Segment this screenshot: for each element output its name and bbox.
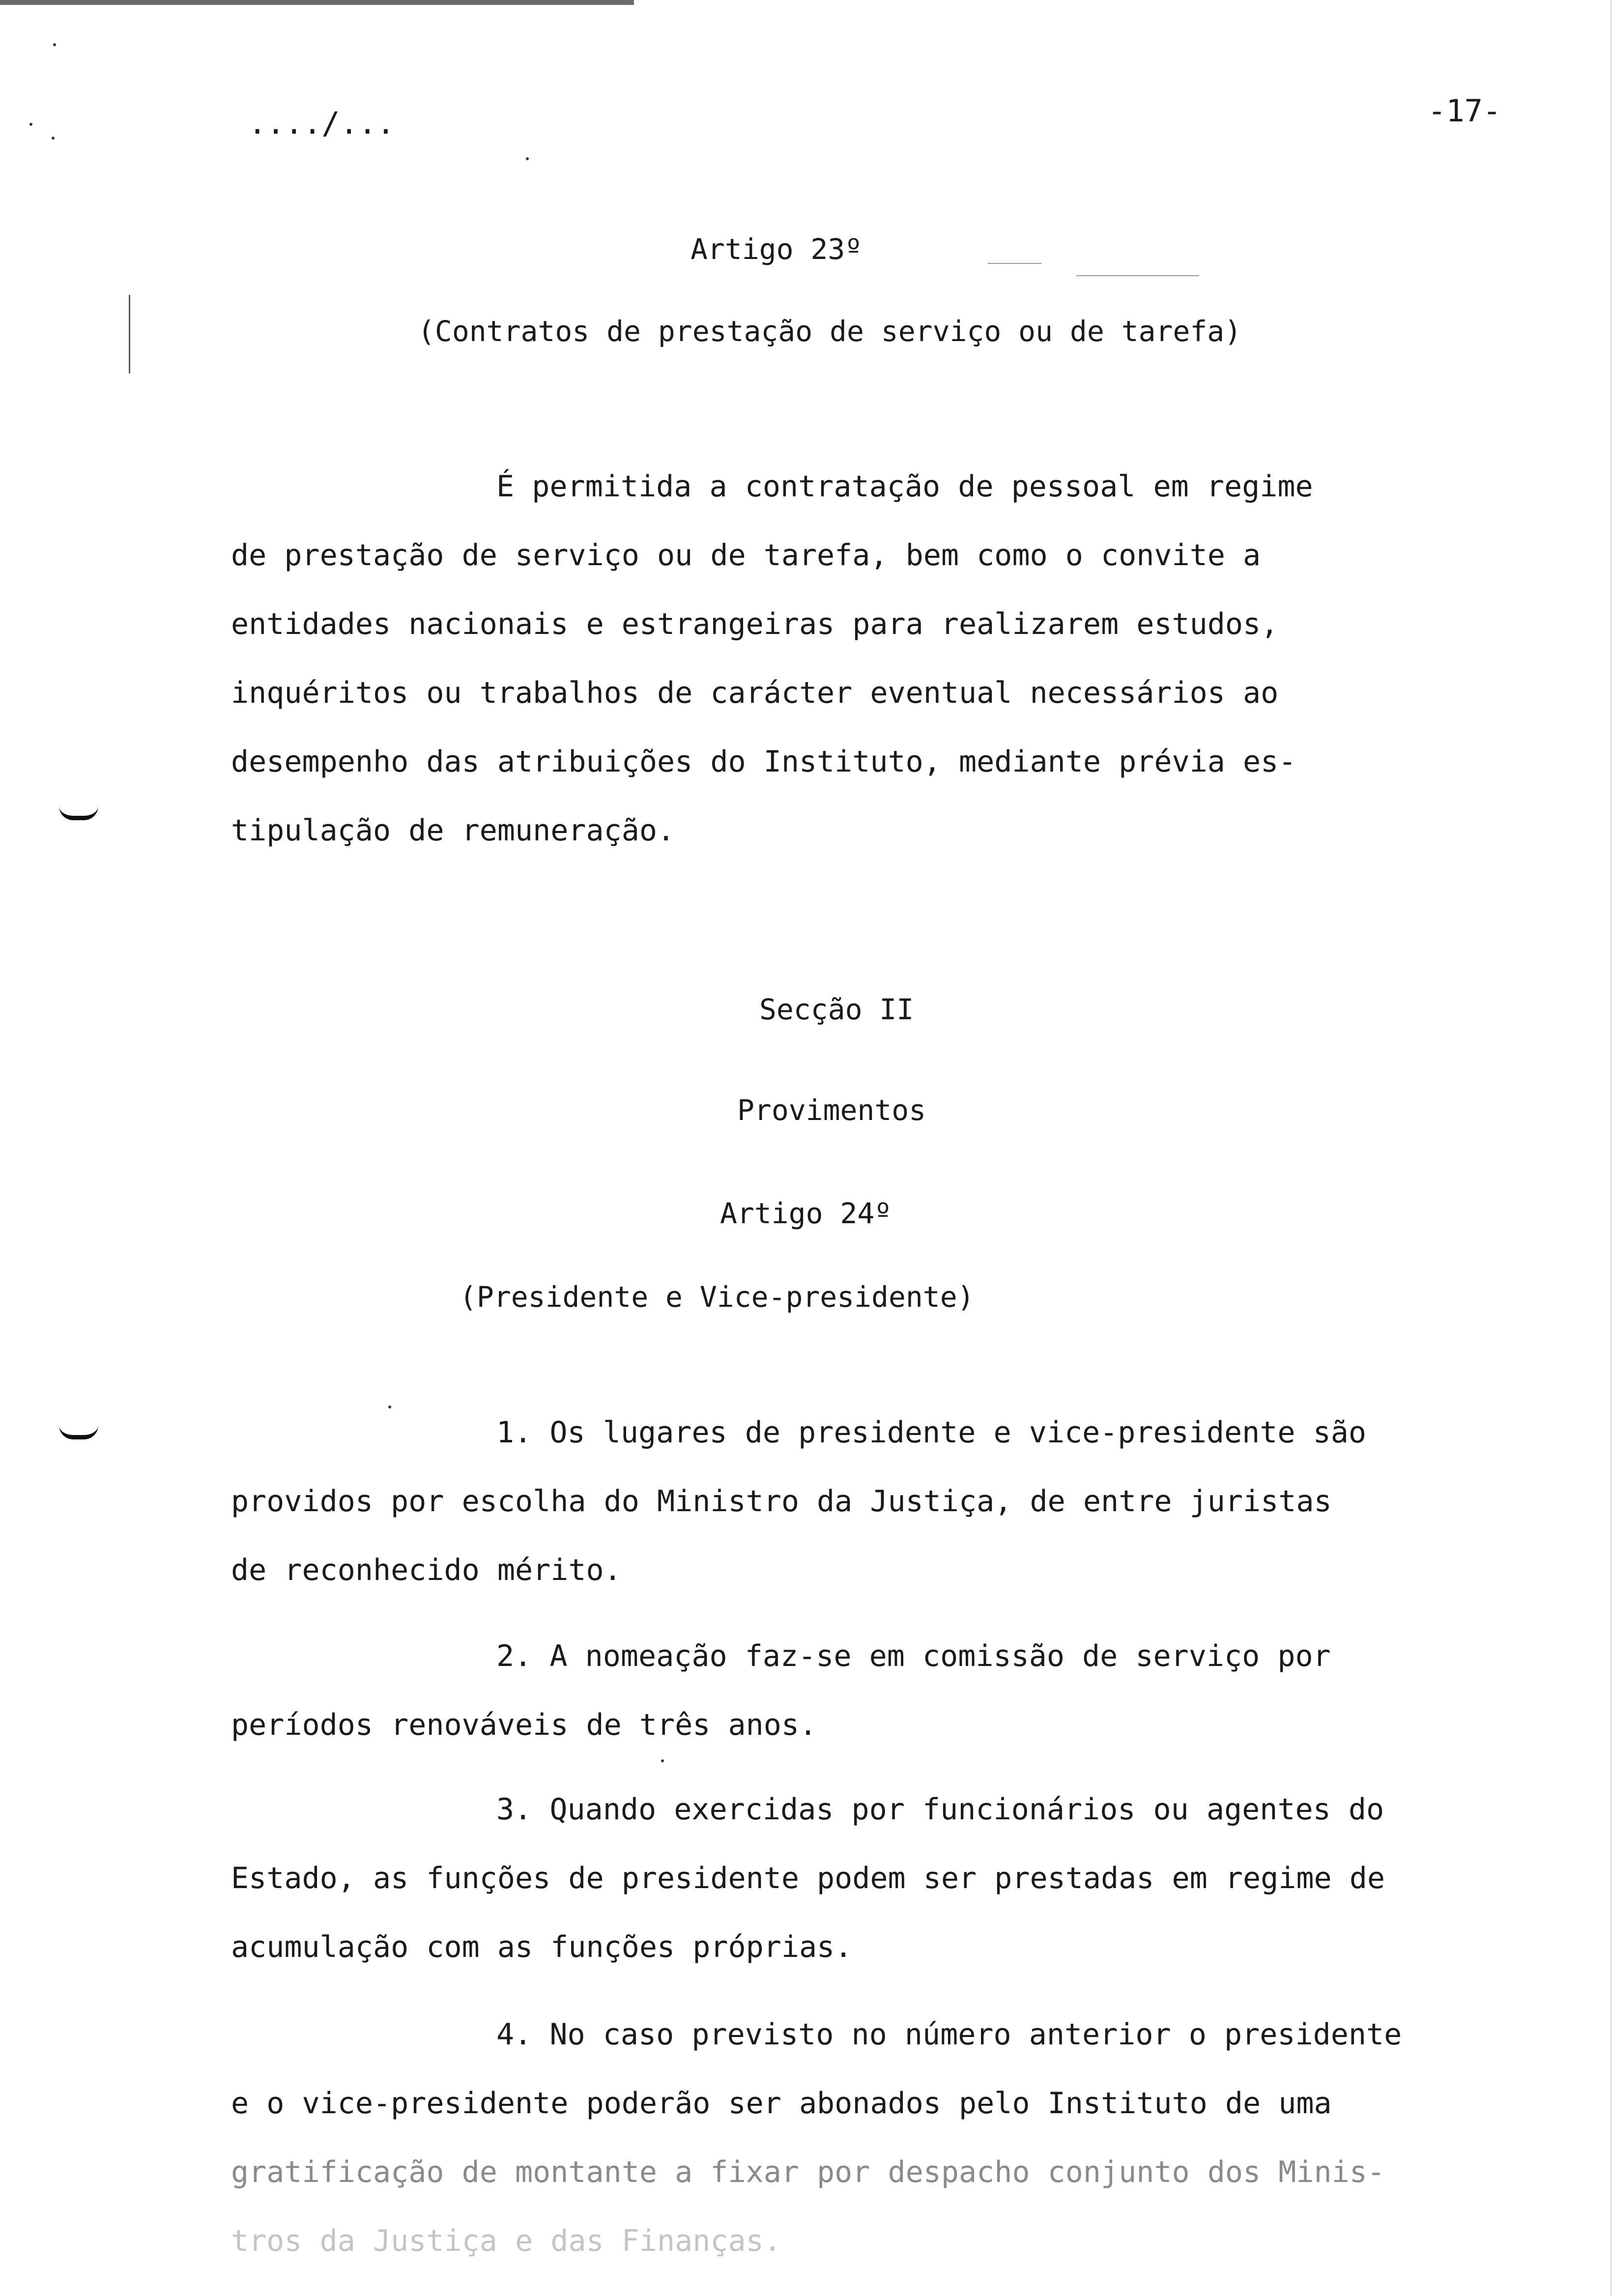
article-23-line: desempenho das atribuições do Instituto, mediante prévia es- <box>231 745 1296 779</box>
binding-mark <box>59 806 98 820</box>
article-24-line: Estado, as funções de presidente podem ser prestadas em regime de <box>231 1861 1385 1895</box>
article-23-body <box>231 452 1538 865</box>
continuation-marker: ..../... <box>248 105 395 141</box>
article-24-line: 3. Quando exercidas por funcionários ou agentes do <box>496 1792 1384 1827</box>
section-title: Secção II <box>759 993 914 1026</box>
binding-mark <box>59 1425 98 1439</box>
article-24-line: providos por escolha do Ministro da Justiça, de entre juristas <box>231 1484 1332 1519</box>
article-24-item-3 <box>231 1775 1538 1981</box>
article-23-line: inquéritos ou trabalhos de carácter eventual necessários ao <box>231 676 1279 710</box>
article-24-item-2 <box>231 1622 1538 1759</box>
article-24-line: 1. Os lugares de presidente e vice-presidente são <box>496 1415 1367 1450</box>
page-number: -17- <box>1428 93 1501 129</box>
article-24-line: tros da Justiça e das Finanças. <box>231 2224 781 2258</box>
margin-mark <box>129 295 130 373</box>
section-subtitle: Provimentos <box>737 1093 926 1127</box>
scan-speck <box>52 137 55 140</box>
scan-speck <box>29 123 32 126</box>
article-23-line: É permitida a contratação de pessoal em regime <box>496 469 1313 504</box>
article-24-title: Artigo 24º <box>720 1197 892 1230</box>
article-24-line: 2. A nomeação faz-se em comissão de serviço por <box>496 1639 1331 1673</box>
article-24-line: 4. No caso previsto no número anterior o presidente <box>496 2017 1402 2052</box>
scan-right-edge <box>1609 0 1612 2296</box>
article-24-line: de reconhecido mérito. <box>231 1553 622 1587</box>
scan-smudge <box>988 263 1042 264</box>
article-24-line: gratificação de montante a fixar por despacho conjunto dos Minis- <box>231 2155 1385 2189</box>
article-24-item-4 <box>231 2000 1538 2275</box>
scan-speck <box>53 43 56 46</box>
article-23-subtitle: (Contratos de prestação de serviço ou de tarefa) <box>418 315 1242 348</box>
article-23-line: entidades nacionais e estrangeiras para realizarem estudos, <box>231 607 1279 641</box>
scan-top-edge <box>0 0 634 5</box>
article-23-title: Artigo 23º <box>691 232 863 266</box>
scan-speck <box>526 157 529 160</box>
article-23-line: tipulação de remuneração. <box>231 813 675 848</box>
article-24-line: acumulação com as funções próprias. <box>231 1930 853 1964</box>
article-24-line: períodos renováveis de três anos. <box>231 1708 817 1742</box>
article-23-line: de prestação de serviço ou de tarefa, bem como o convite a <box>231 538 1261 573</box>
article-24-line: e o vice-presidente poderão ser abonados pelo Instituto de uma <box>231 2086 1332 2121</box>
scan-speck <box>661 1759 664 1762</box>
scan-smudge <box>1076 275 1199 276</box>
article-24-item-1 <box>231 1398 1538 1605</box>
article-24-subtitle: (Presidente e Vice-presidente) <box>460 1280 975 1314</box>
